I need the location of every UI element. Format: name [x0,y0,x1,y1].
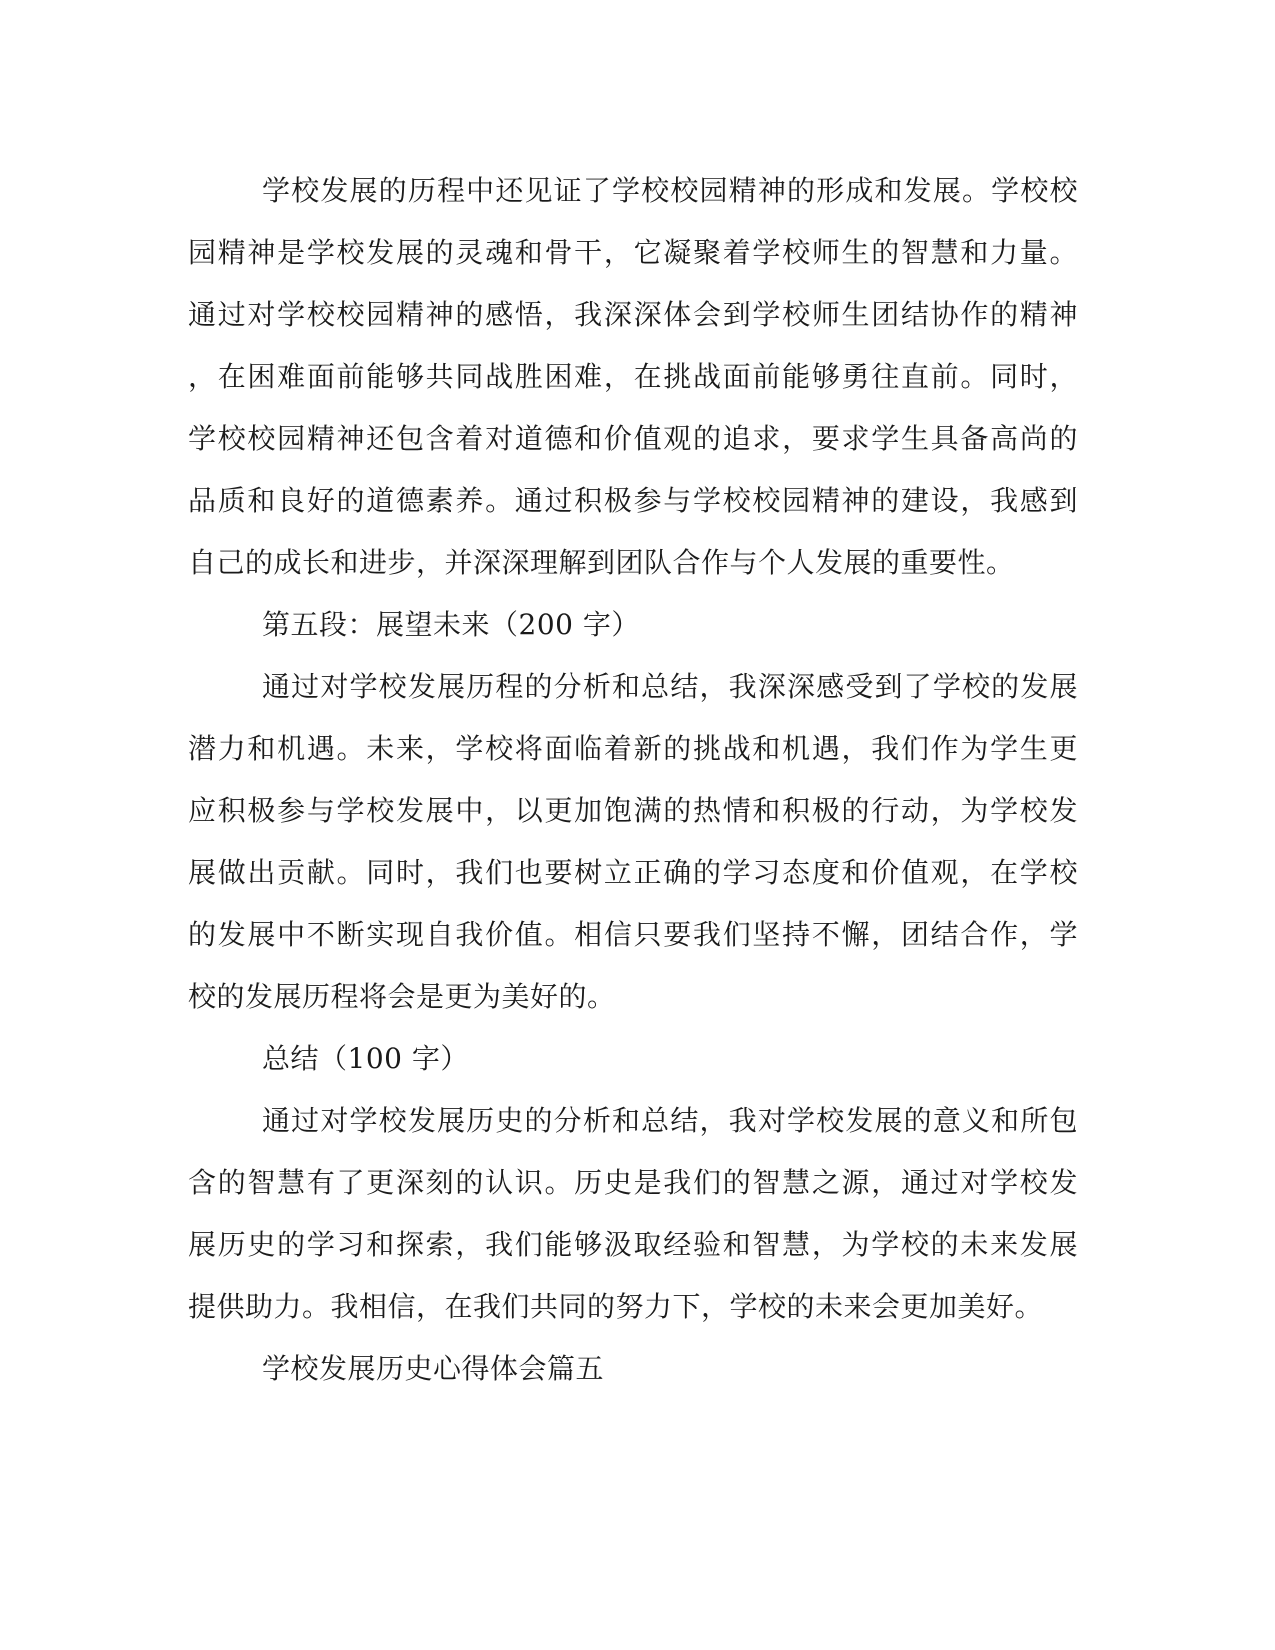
paragraph-1-line-4: ，在困难面前能够共同战胜困难，在挑战面前能够勇往直前。同时， [188,360,1078,393]
paragraph-1-line-3: 通过对学校校园精神的感悟，我深深体会到学校师生团结协作的精神 [188,298,1078,331]
paragraph-1-line-1: 学校发展的历程中还见证了学校校园精神的形成和发展。学校校 [262,174,1078,207]
paragraph-1-line-5: 学校校园精神还包含着对道德和价值观的追求，要求学生具备高尚的 [188,422,1078,455]
paragraph-2-line-1: 通过对学校发展历程的分析和总结，我深深感受到了学校的发展 [262,670,1078,703]
section-heading-summary: 总结（100 字） [262,1042,469,1075]
paragraph-3-line-4: 提供助力。我相信，在我们共同的努力下，学校的未来会更加美好。 [188,1290,1044,1323]
paragraph-3-line-1: 通过对学校发展历史的分析和总结，我对学校发展的意义和所包 [262,1104,1078,1137]
paragraph-2-line-4: 展做出贡献。同时，我们也要树立正确的学习态度和价值观，在学校 [188,856,1078,889]
paragraph-2-line-6: 校的发展历程将会是更为美好的。 [188,980,616,1013]
paragraph-1-line-2: 园精神是学校发展的灵魂和骨干，它凝聚着学校师生的智慧和力量。 [188,236,1078,269]
paragraph-3-line-3: 展历史的学习和探索，我们能够汲取经验和智慧，为学校的未来发展 [188,1228,1078,1261]
paragraph-2-line-5: 的发展中不断实现自我价值。相信只要我们坚持不懈，团结合作，学 [188,918,1078,951]
section-heading-part-five: 第五段：展望未来（200 字） [262,608,640,641]
article-title-part-five: 学校发展历史心得体会篇五 [262,1352,605,1385]
paragraph-2-line-3: 应积极参与学校发展中，以更加饱满的热情和积极的行动，为学校发 [188,794,1078,827]
paragraph-2-line-2: 潜力和机遇。未来，学校将面临着新的挑战和机遇，我们作为学生更 [188,732,1078,765]
paragraph-1-line-7: 自己的成长和进步，并深深理解到团队合作与个人发展的重要性。 [188,546,1015,579]
paragraph-1-line-6: 品质和良好的道德素养。通过积极参与学校校园精神的建设，我感到 [188,484,1078,517]
document-body [188,160,1078,1400]
paragraph-3-line-2: 含的智慧有了更深刻的认识。历史是我们的智慧之源，通过对学校发 [188,1166,1078,1199]
